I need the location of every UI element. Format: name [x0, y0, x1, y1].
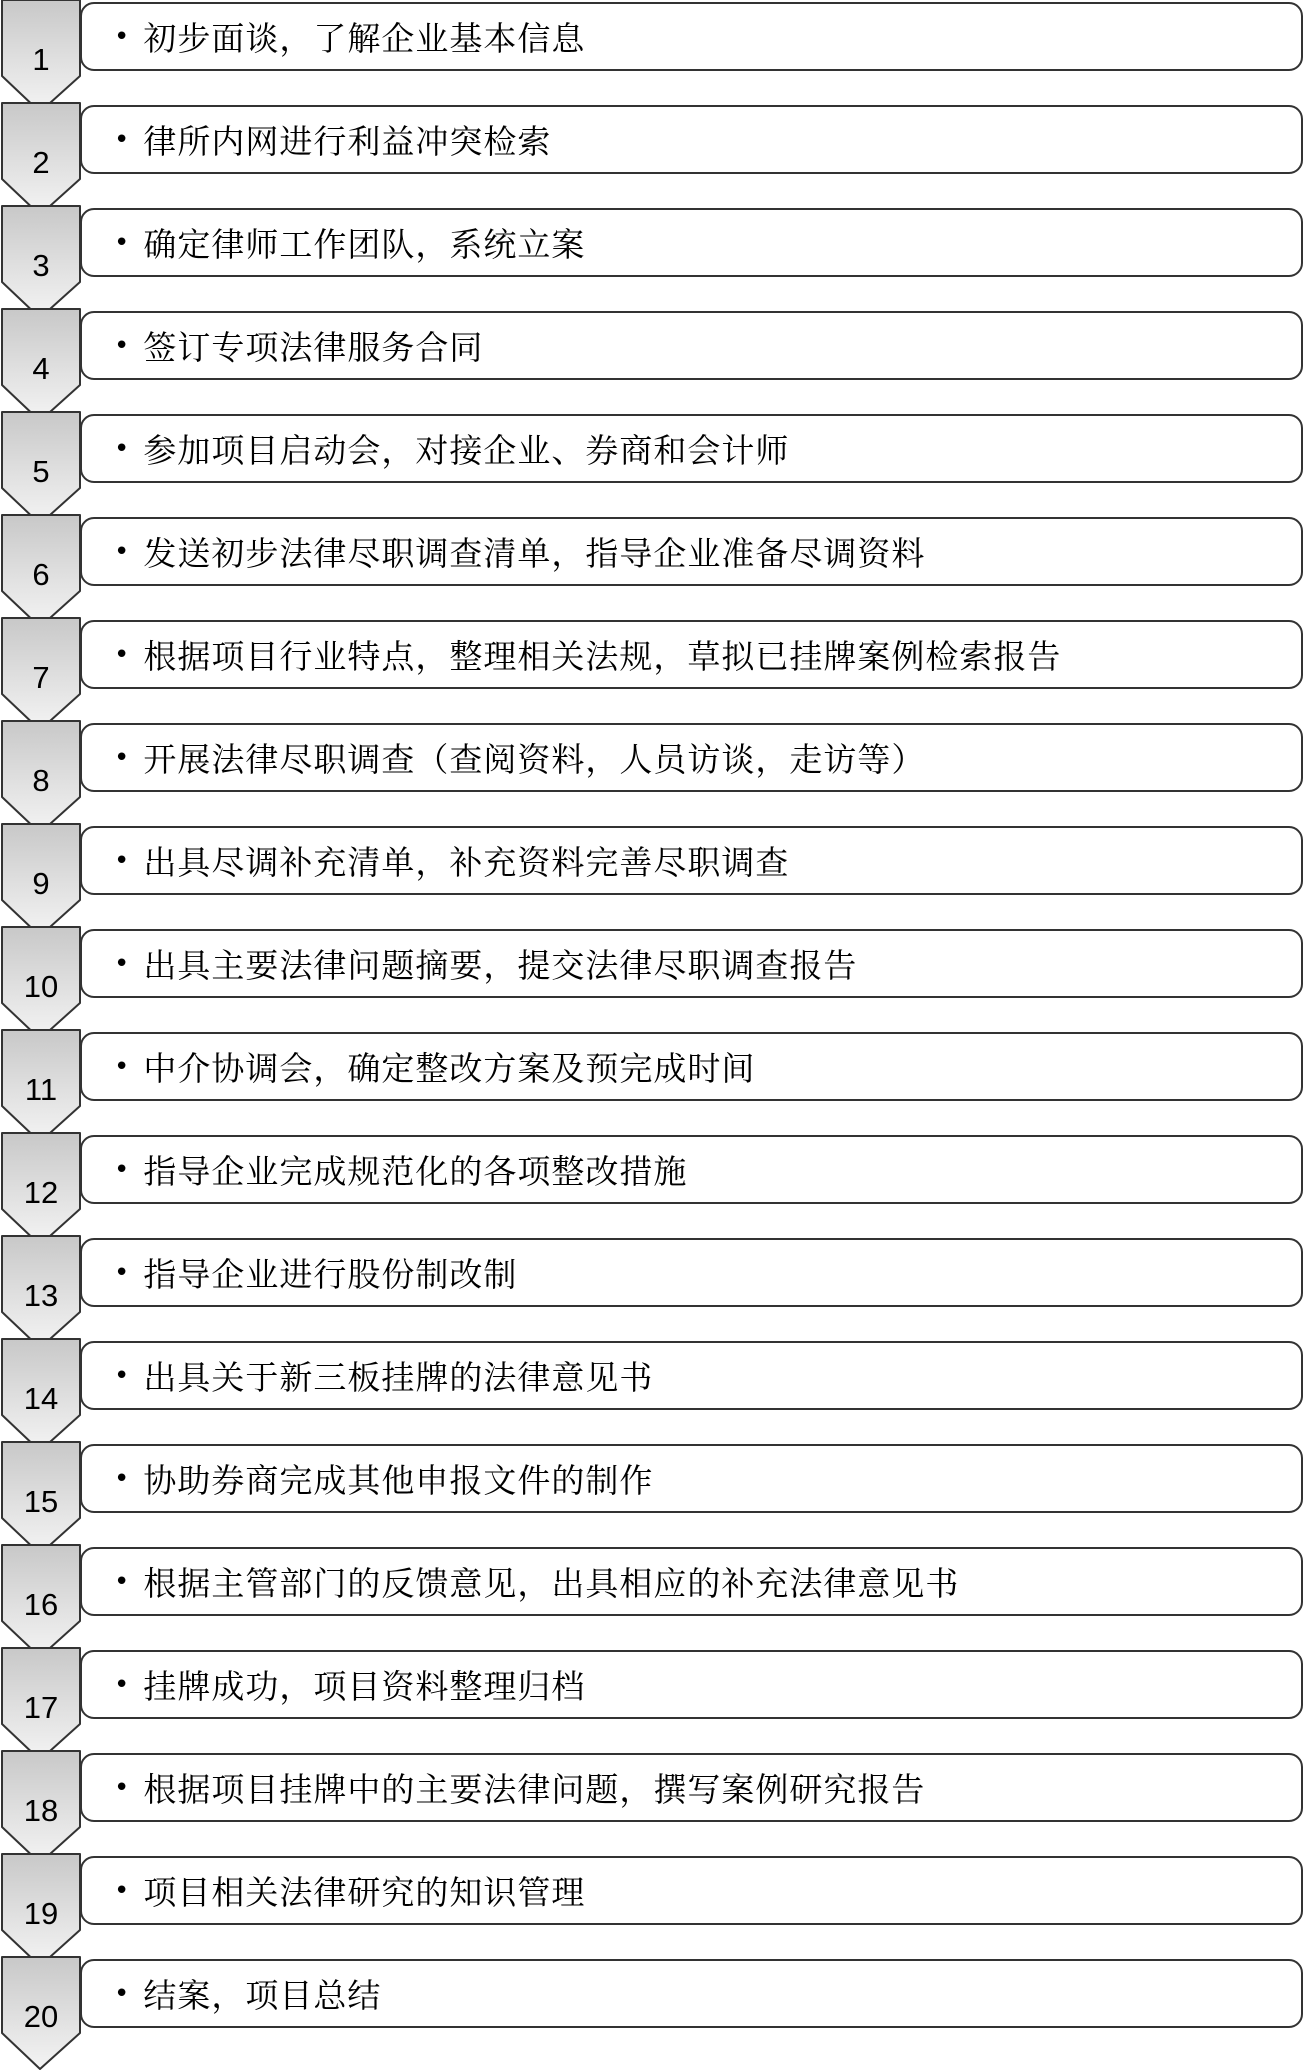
- step-text: 协助券商完成其他申报文件的制作: [143, 1461, 654, 1500]
- step-11: [0, 1030, 1306, 1133]
- step-box: [80, 929, 1303, 998]
- bullet-icon: •: [114, 948, 130, 979]
- bullet-icon: •: [114, 227, 130, 258]
- bullet-icon: •: [114, 433, 130, 464]
- bullet-icon: •: [114, 639, 130, 670]
- bullet-icon: •: [114, 1978, 130, 2009]
- bullet-icon: •: [114, 1154, 130, 1185]
- step-box: [80, 208, 1303, 277]
- step-14: [0, 1339, 1306, 1442]
- step-7: [0, 618, 1306, 721]
- step-box: [80, 1238, 1303, 1307]
- step-15: [0, 1442, 1306, 1545]
- step-number: 8: [32, 763, 50, 798]
- step-number: 5: [32, 454, 50, 489]
- step-6: [0, 515, 1306, 618]
- bullet-icon: •: [114, 1360, 130, 1391]
- step-text: 结案，项目总结: [143, 1976, 382, 2015]
- bullet-icon: •: [114, 1669, 130, 1700]
- step-9: [0, 824, 1306, 927]
- step-number: 14: [23, 1381, 59, 1416]
- step-text: 根据项目挂牌中的主要法律问题，撰写案例研究报告: [143, 1770, 926, 1809]
- step-box: [80, 1341, 1303, 1410]
- step-box: [80, 1753, 1303, 1822]
- step-box: [80, 1032, 1303, 1101]
- step-number: 1: [32, 42, 50, 77]
- bullet-icon: •: [114, 1566, 130, 1597]
- step-text: 开展法律尽职调查（查阅资料，人员访谈，走访等）: [143, 740, 926, 779]
- step-number: 19: [23, 1896, 59, 1931]
- step-text: 指导企业完成规范化的各项整改措施: [143, 1152, 688, 1191]
- step-text: 律所内网进行利益冲突检索: [143, 122, 552, 161]
- step-box: [80, 1650, 1303, 1719]
- step-box: [80, 1547, 1303, 1616]
- step-18: [0, 1751, 1306, 1854]
- bullet-icon: •: [114, 742, 130, 773]
- step-number: 2: [32, 145, 50, 180]
- step-8: [0, 721, 1306, 824]
- step-number: 16: [23, 1587, 59, 1622]
- step-text: 指导企业进行股份制改制: [143, 1255, 518, 1294]
- step-number: 11: [24, 1072, 58, 1107]
- step-16: [0, 1545, 1306, 1648]
- step-3: [0, 206, 1306, 309]
- step-number: 9: [32, 866, 50, 901]
- step-5: [0, 412, 1306, 515]
- step-20: [0, 1957, 1306, 2060]
- step-text: 发送初步法律尽职调查清单，指导企业准备尽调资料: [143, 534, 926, 573]
- step-text: 确定律师工作团队，系统立案: [143, 225, 586, 264]
- bullet-icon: •: [114, 1772, 130, 1803]
- bullet-icon: •: [114, 1051, 130, 1082]
- step-text: 参加项目启动会，对接企业、券商和会计师: [143, 431, 790, 470]
- bullet-icon: •: [114, 1463, 130, 1494]
- step-number: 12: [23, 1175, 59, 1210]
- step-2: [0, 103, 1306, 206]
- step-4: [0, 309, 1306, 412]
- step-number: 3: [32, 248, 50, 283]
- step-text: 根据项目行业特点，整理相关法规，草拟已挂牌案例检索报告: [143, 637, 1062, 676]
- step-box: [80, 826, 1303, 895]
- step-number: 20: [23, 1999, 59, 2034]
- step-box: [80, 2, 1303, 71]
- step-box: [80, 311, 1303, 380]
- step-19: [0, 1854, 1306, 1957]
- step-box: [80, 1856, 1303, 1925]
- step-box: [80, 517, 1303, 586]
- step-box: [80, 723, 1303, 792]
- step-text: 签订专项法律服务合同: [143, 328, 484, 367]
- step-10: [0, 927, 1306, 1030]
- step-17: [0, 1648, 1306, 1751]
- step-text: 项目相关法律研究的知识管理: [143, 1873, 586, 1912]
- step-number: 7: [32, 660, 50, 695]
- step-text: 初步面谈，了解企业基本信息: [143, 19, 586, 58]
- step-12: [0, 1133, 1306, 1236]
- step-number: 6: [32, 557, 50, 592]
- step-number: 4: [32, 351, 50, 386]
- step-box: [80, 1135, 1303, 1204]
- step-number: 10: [23, 969, 59, 1004]
- step-number: 13: [23, 1278, 59, 1313]
- bullet-icon: •: [114, 1257, 130, 1288]
- step-text: 中介协调会，确定整改方案及预完成时间: [143, 1049, 756, 1088]
- step-text: 根据主管部门的反馈意见，出具相应的补充法律意见书: [143, 1564, 960, 1603]
- step-text: 挂牌成功，项目资料整理归档: [143, 1667, 586, 1706]
- step-box: [80, 1959, 1303, 2028]
- step-number: 18: [23, 1793, 59, 1828]
- step-number: 17: [23, 1690, 59, 1725]
- bullet-icon: •: [114, 124, 130, 155]
- step-13: [0, 1236, 1306, 1339]
- step-number: 15: [23, 1484, 59, 1519]
- bullet-icon: •: [114, 330, 130, 361]
- bullet-icon: •: [114, 536, 130, 567]
- bullet-icon: •: [114, 1875, 130, 1906]
- step-1: [0, 0, 1306, 103]
- step-text: 出具主要法律问题摘要，提交法律尽职调查报告: [143, 946, 858, 985]
- step-text: 出具尽调补充清单，补充资料完善尽职调查: [143, 843, 790, 882]
- step-box: [80, 105, 1303, 174]
- bullet-icon: •: [114, 21, 130, 52]
- step-box: [80, 414, 1303, 483]
- step-box: [80, 1444, 1303, 1513]
- bullet-icon: •: [114, 845, 130, 876]
- step-box: [80, 620, 1303, 689]
- step-text: 出具关于新三板挂牌的法律意见书: [143, 1358, 654, 1397]
